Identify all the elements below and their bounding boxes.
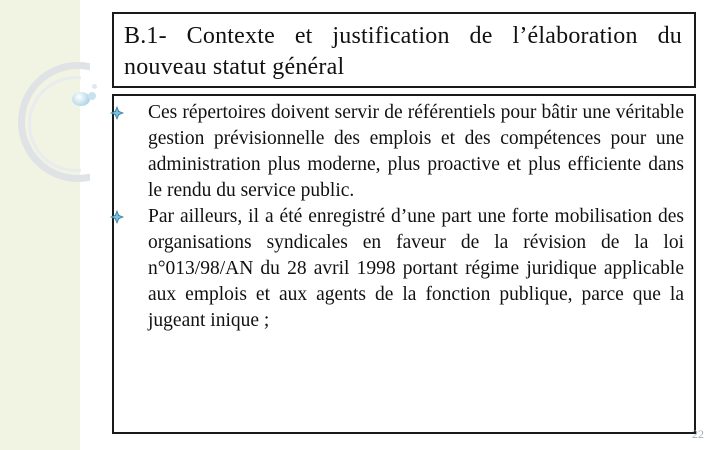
bullet-text: Ces répertoires doivent servir de référentiels pour bâtir une véritable gestion prévisionnelle des emplois et des compétences pour une administration plus moderne, plus proactive et plus efficiente dans le rendu du service public. [148, 102, 684, 201]
slide-title: B.1- Contexte et justification de l’élaboration du nouveau statut général [124, 23, 682, 80]
title-box [112, 12, 696, 88]
diamond-bullet-icon [110, 210, 124, 224]
bullet-list [110, 100, 684, 334]
decorative-bubble-small [88, 92, 96, 100]
bullet-item [110, 204, 684, 334]
diamond-bullet-icon [110, 106, 124, 120]
bullet-item [110, 100, 684, 204]
decorative-bubble-tiny [92, 84, 97, 89]
page-number: 22 [692, 427, 704, 441]
bullet-text: Par ailleurs, il a été enregistré d’une part une forte mobilisation des organisations syndicales en faveur de la révision de la loi n°013/98/AN du 28 avril 1998 portant régime juridique applicable aux emplois et aux agents de la fonction publique, parce que la jugeant inique ; [148, 206, 684, 331]
